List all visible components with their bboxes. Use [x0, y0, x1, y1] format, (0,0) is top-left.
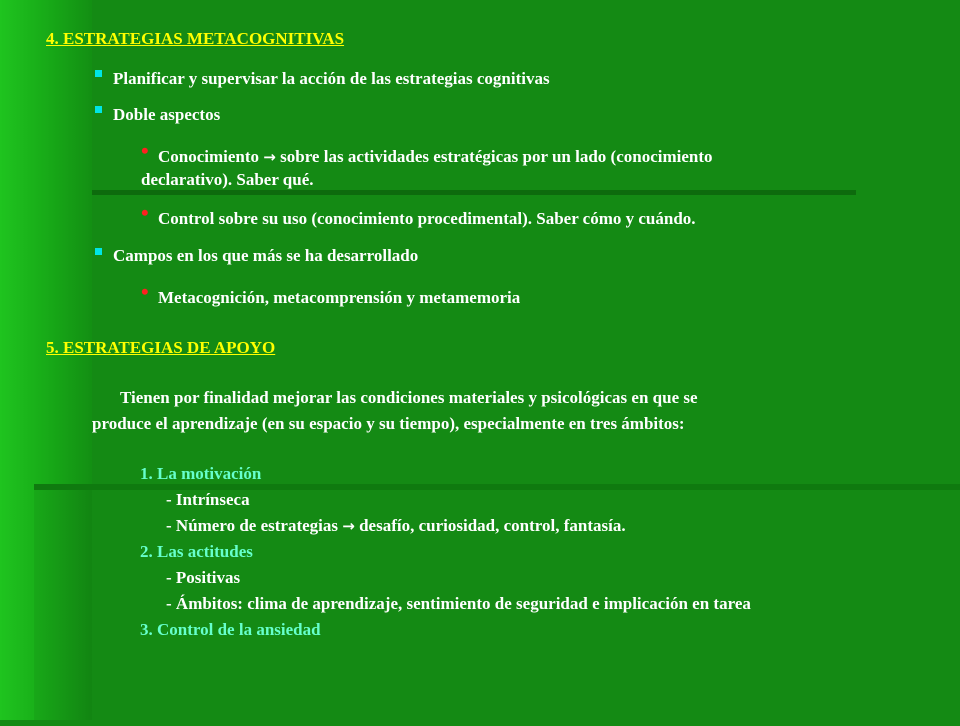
- item-positivas: - Positivas: [166, 568, 241, 587]
- sub-conocimiento-cont: declarativo). Saber qué.: [141, 170, 314, 189]
- dot-bullet-icon: •: [141, 279, 149, 304]
- sub-conocimiento-text: sobre las actividades estratégicas por un lado (conocimiento: [280, 147, 713, 166]
- item-intrinseca: - Intrínseca: [166, 490, 250, 509]
- paragraph-line-2: produce el aprendizaje (en su espacio y su tiempo), especialmente en tres ámbitos:: [92, 414, 685, 433]
- square-bullet-icon: [95, 106, 102, 113]
- sub-control: Control sobre su uso (conocimiento procedimental). Saber cómo y cuándo.: [158, 209, 696, 228]
- sub-conocimiento-label: Conocimiento: [158, 147, 260, 166]
- item-numero-label: - Número de estrategias: [166, 516, 339, 535]
- square-bullet-icon: [95, 70, 102, 77]
- item-ansiedad: 3. Control de la ansiedad: [140, 620, 321, 639]
- dot-bullet-icon: •: [141, 200, 149, 225]
- square-bullet-icon: [95, 248, 102, 255]
- bullet-doble-aspectos: Doble aspectos: [113, 105, 221, 124]
- sub-metacognicion: Metacognición, metacomprensión y metamemoria: [158, 288, 521, 307]
- item-actitudes: 2. Las actitudes: [140, 542, 253, 561]
- arrow-right-icon: →: [342, 517, 355, 535]
- item-motivacion: 1. La motivación: [140, 464, 262, 483]
- bullet-planificar: Planificar y supervisar la acción de las estrategias cognitivas: [113, 69, 550, 88]
- paragraph-line-1: Tienen por finalidad mejorar las condiciones materiales y psicológicas en que se: [120, 388, 698, 407]
- sub-conocimiento: [158, 146, 713, 168]
- section5-heading: 5. ESTRATEGIAS DE APOYO: [46, 338, 276, 357]
- item-ambitos: - Ámbitos: clima de aprendizaje, sentimiento de seguridad e implicación en tarea: [166, 594, 751, 613]
- arrow-right-icon: →: [263, 148, 276, 166]
- bullet-campos: Campos en los que más se ha desarrollado: [113, 246, 419, 265]
- item-numero-estrategias: [166, 515, 626, 537]
- section4-heading: 4. ESTRATEGIAS METACOGNITIVAS: [46, 29, 345, 48]
- item-numero-text: desafío, curiosidad, control, fantasía.: [359, 516, 626, 535]
- dot-bullet-icon: •: [141, 138, 149, 163]
